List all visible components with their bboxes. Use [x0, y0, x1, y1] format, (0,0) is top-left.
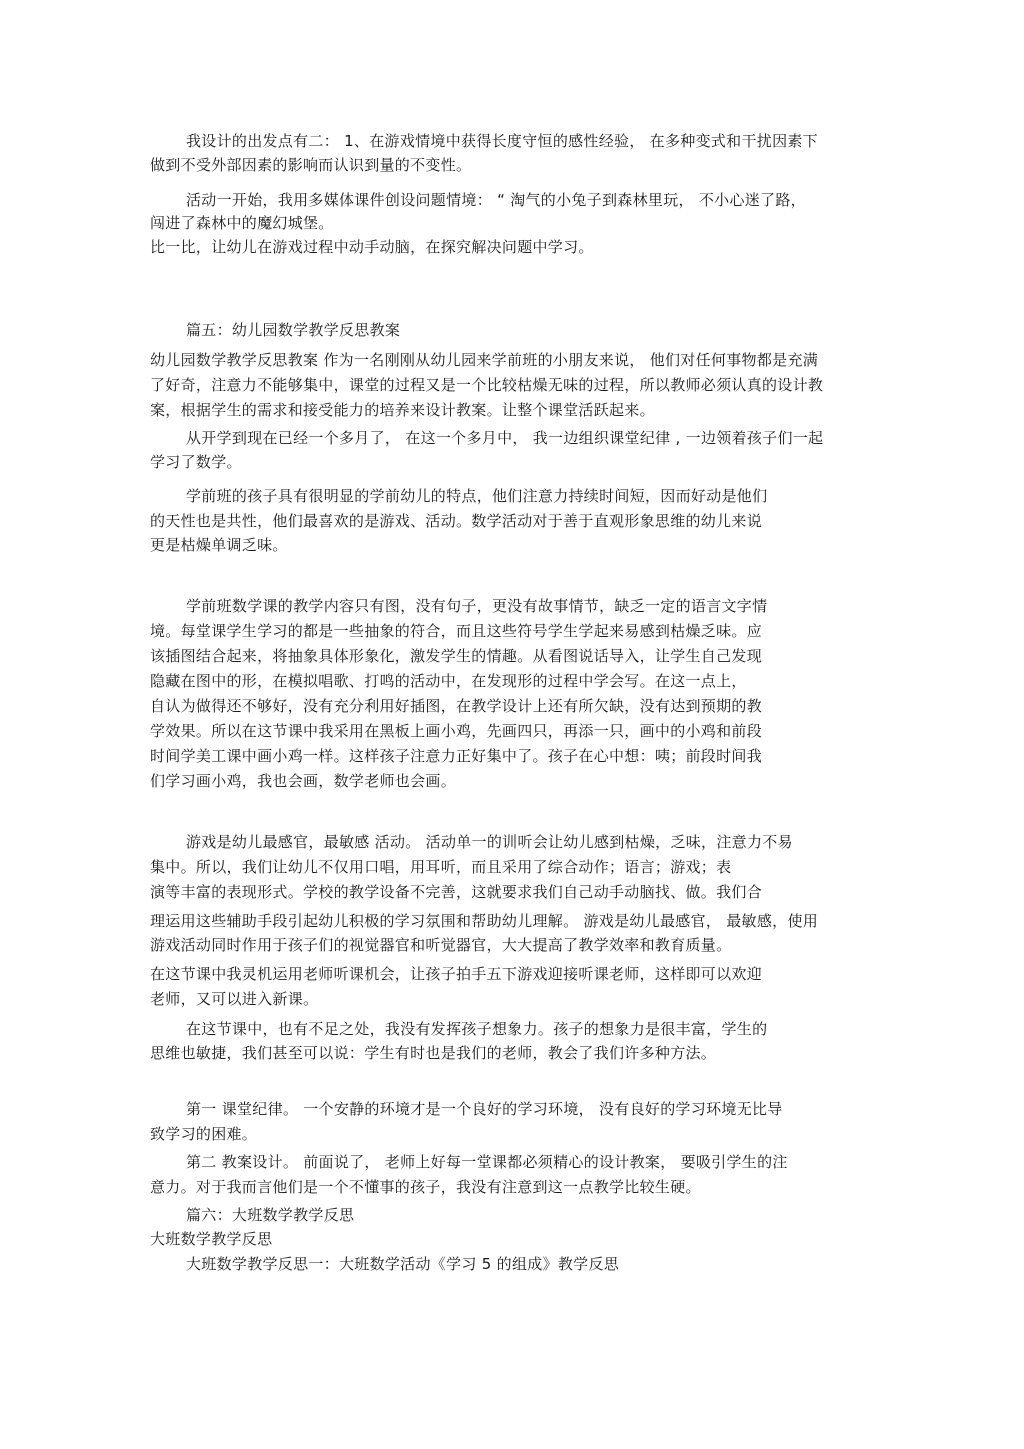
text-line: 案，根据学生的需求和接受能力的培养来设计教案。让整个课堂活跃起来。 [150, 401, 655, 419]
text-line: 们学习画小鸡，我也会画，数学老师也会画。 [150, 772, 457, 790]
text-line: 隐藏在图中的形，在模拟唱歌、打鸣的活动中，在发现形的过程中学会写。在这一点上， [150, 672, 747, 690]
text-line: 演等丰富的表现形式。学校的教学设备不完善，这就要求我们自己动手动脑找、做。我们合 [150, 883, 763, 901]
text-line: 集中。所以，我们让幼儿不仅用口唱，用耳听，而且采用了综合动作；语言；游戏；表 [150, 858, 732, 876]
text-line: 了好奇，注意力不能够集中，课堂的过程又是一个比较枯燥无味的过程，所以教师必须认真的设计教 [150, 376, 824, 394]
text-line: 的天性也是共性，他们最喜欢的是游戏、活动。数学活动对于善于直观形象思维的幼儿来说 [150, 512, 763, 530]
text-line: 游戏是幼儿最感官，最敏感 活动。 活动单一的训听会让幼儿感到枯燥，乏味，注意力不易 [186, 833, 793, 851]
text-line: 理运用这些辅助手段引起幼儿积极的学习氛围和帮助幼儿理解。 游戏是幼儿最感官， 最敏感，使用 [150, 912, 819, 930]
text-line: 学效果。所以在这节课中我采用在黑板上画小鸡，先画四只，再添一只，画中的小鸡和前段 [150, 722, 763, 740]
text-line: 做到不受外部因素的影响而认识到量的不变性。 [150, 156, 472, 174]
text-line: 大班数学教学反思一：大班数学活动《学习 5 的组成》教学反思 [186, 1255, 620, 1273]
text-line: 我设计的出发点有二： 1、在游戏情境中获得长度守恒的感性经验， 在多种变式和干扰因素下 [186, 132, 818, 150]
section-heading: 篇六：大班数学教学反思 [186, 1206, 355, 1224]
text-line: 第二 教案设计。 前面说了， 老师上好每一堂课都必须精心的设计教案， 要吸引学生的注 [186, 1153, 788, 1171]
text-line: 在这节课中，也有不足之处，我没有发挥孩子想象力。孩子的想象力是很丰富，学生的 [186, 1020, 768, 1038]
section-subheading: 大班数学教学反思 [150, 1230, 273, 1248]
text-line: 自认为做得还不够好，没有充分利用好插图，在教学设计上还有所欠缺，没有达到预期的教 [150, 697, 763, 715]
text-line: 思维也敏捷，我们甚至可以说：学生有时也是我们的老师，教会了我们许多种方法。 [150, 1044, 717, 1062]
text-line: 更是枯燥单调乏味。 [150, 536, 288, 554]
text-line: 老师，又可以进入新课。 [150, 990, 319, 1008]
text-line: 第一 课堂纪律。 一个安静的环境才是一个良好的学习环境， 没有良好的学习环境无比导 [186, 1100, 783, 1118]
text-line: 在这节课中我灵机运用老师听课机会，让孩子拍手五下游戏迎接听课老师，这样即可以欢迎 [150, 965, 763, 983]
text-line: 活动一开始，我用多媒体课件创设问题情境： “ 淘气的小兔子到森林里玩， 不小心迷了路， [186, 191, 806, 209]
text-line: 游戏活动同时作用于孩子们的视觉器官和听觉器官，大大提高了教学效率和教育质量。 [150, 936, 732, 954]
text-line: 闯进了森林中的魔幻城堡。 [150, 214, 334, 232]
text-line: 比一比，让幼儿在游戏过程中动手动脑，在探究解决问题中学习。 [150, 238, 594, 256]
text-line: 时间学美工课中画小鸡一样。这样孩子注意力正好集中了。孩子在心中想：咦；前段时间我 [150, 747, 763, 765]
text-line: 意力。对于我而言他们是一个不懂事的孩子，我没有注意到这一点教学比较生硬。 [150, 1178, 701, 1196]
text-line: 幼儿园数学教学反思教案 作为一名刚刚从幼儿园来学前班的小朋友来说， 他们对任何事物都是充满 [150, 351, 819, 369]
text-line: 学习了数学。 [150, 453, 242, 471]
section-heading: 篇五：幼儿园数学教学反思教案 [186, 321, 401, 339]
text-line: 境。每堂课学生学习的都是一些抽象的符合，而且这些符号学生学起来易感到枯燥乏味。应 [150, 622, 763, 640]
text-line: 从开学到现在已经一个多月了， 在这一个多月中， 我一边组织课堂纪律 , 一边领着孩子们一起 [186, 429, 824, 447]
text-line: 学前班数学课的教学内容只有图，没有句子，更没有故事情节，缺乏一定的语言文字情 [186, 597, 768, 615]
text-line: 该插图结合起来，将抽象具体形象化，激发学生的情趣。从看图说话导入，让学生自己发现 [150, 647, 763, 665]
text-line: 致学习的困难。 [150, 1125, 258, 1143]
text-line: 学前班的孩子具有很明显的学前幼儿的特点，他们注意力持续时间短，因而好动是他们 [186, 487, 768, 505]
